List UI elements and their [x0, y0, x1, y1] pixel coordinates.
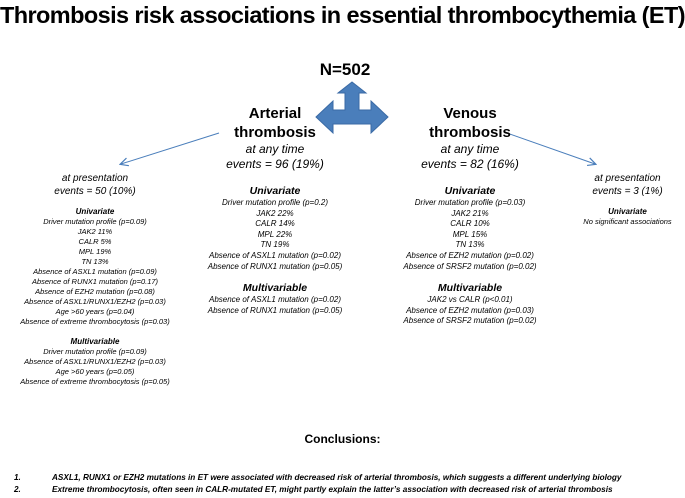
list-item: MPL 19% — [78, 247, 112, 256]
arterial-anytime-results — [195, 184, 355, 316]
list-item: Absence of EZH2 mutation (p=0.03) — [406, 305, 534, 315]
venous-multivariable-heading: Multivariable — [437, 282, 503, 295]
conclusion-number: 2. — [14, 485, 21, 494]
list-item: Absence of EZH2 mutation (p=0.02) — [406, 250, 534, 260]
list-item: Absence of ASXL1 mutation (p=0.02) — [208, 250, 341, 260]
list-item: MPL 22% — [257, 229, 293, 239]
list-item: JAK2 11% — [77, 227, 113, 236]
arterial-events: events = 96 (19%) — [226, 157, 324, 171]
conclusion-text: Extreme thrombocytosis, often seen in CALR-mutated ET, might partly explain the latter’s association with decreased risk of arterial thrombosis — [52, 485, 613, 494]
conclusion-item — [14, 473, 621, 482]
arterial-presentation-events: events = 50 (10%) — [54, 186, 136, 197]
list-item: Driver mutation profile (p=0.03) — [414, 198, 526, 207]
list-item: Absence of ASXL1/RUNX1/EZH2 (p=0.03) — [24, 357, 166, 366]
venous-header — [395, 104, 545, 172]
venous-presentation-results — [570, 206, 685, 227]
arterial-univariate-heading: Univariate — [249, 185, 301, 197]
conclusion-text: ASXL1, RUNX1 or EZH2 mutations in ET were associated with decreased risk of arterial thrombosis, which suggests a different underlying biology — [52, 473, 622, 482]
list-item: Absence of RUNX1 mutation (p=0.05) — [207, 305, 343, 315]
list-item: Absence of ASXL1 mutation (p=0.09) — [33, 267, 157, 276]
list-item: Absence of EZH2 mutation (p=0.08) — [35, 287, 155, 296]
list-item: Absence of RUNX1 mutation (p=0.17) — [31, 277, 159, 286]
conclusion-item — [14, 485, 613, 494]
venous-heading-line1: Venous — [443, 105, 497, 122]
venous-timing: at any time — [440, 142, 500, 156]
venous-presentation-timing: at presentation — [594, 173, 661, 184]
list-item: TN 19% — [260, 240, 290, 250]
diagram-title: Thrombosis risk associations in essential thrombocythemia (ET) — [0, 2, 685, 28]
list-item: Absence of ASXL1/RUNX1/EZH2 (p=0.03) — [24, 297, 166, 306]
list-item: MPL 15% — [452, 229, 488, 239]
venous-univariate-heading: Univariate — [444, 185, 496, 197]
list-item: CALR 14% — [255, 219, 295, 229]
arterial-timing: at any time — [245, 142, 305, 156]
arterial-presentation-timing: at presentation — [61, 173, 129, 184]
list-item: No significant associations — [583, 217, 672, 226]
arterial-header — [200, 104, 350, 172]
arterial-presentation-univariate-heading: Univariate — [75, 207, 115, 216]
list-item: Age >60 years (p=0.05) — [55, 367, 135, 376]
list-item: Absence of RUNX1 mutation (p=0.05) — [207, 261, 343, 271]
venous-presentation-univariate-heading: Univariate — [608, 207, 647, 216]
list-item: JAK2 vs CALR (p<0.01) — [427, 295, 513, 305]
conclusion-number: 1. — [14, 473, 21, 482]
arterial-multivariable-heading: Multivariable — [242, 282, 308, 295]
list-item: TN 13% — [455, 240, 485, 250]
arterial-presentation-results — [0, 206, 190, 387]
venous-anytime-results — [390, 184, 550, 327]
list-item: CALR 10% — [450, 219, 490, 229]
venous-presentation-events: events = 3 (1%) — [592, 186, 663, 197]
list-item: Absence of extreme thrombocytosis (p=0.03) — [20, 317, 170, 326]
venous-events: events = 82 (16%) — [421, 157, 519, 171]
list-item: Absence of SRSF2 mutation (p=0.02) — [403, 316, 537, 326]
conclusions-title: Conclusions: — [304, 432, 381, 446]
list-item: Driver mutation profile (p=0.09) — [43, 217, 147, 226]
list-item: Driver mutation profile (p=0.09) — [43, 347, 147, 356]
venous-heading-line2: thrombosis — [429, 124, 511, 141]
arterial-heading-line2: thrombosis — [234, 124, 316, 141]
list-item: JAK2 21% — [451, 208, 489, 218]
list-item: Age >60 years (p=0.04) — [55, 307, 135, 316]
list-item: Driver mutation profile (p=0.2) — [221, 198, 329, 207]
arterial-presentation-header — [0, 172, 190, 198]
venous-presentation-header — [570, 172, 685, 198]
list-item: TN 13% — [81, 257, 109, 266]
list-item: CALR 5% — [78, 237, 112, 246]
arterial-presentation-multivariable-heading: Multivariable — [70, 337, 120, 346]
list-item: Absence of extreme thrombocytosis (p=0.05) — [20, 377, 170, 386]
list-item: Absence of ASXL1 mutation (p=0.02) — [208, 295, 341, 305]
list-item: JAK2 22% — [256, 208, 294, 218]
list-item: Absence of SRSF2 mutation (p=0.02) — [403, 261, 537, 271]
total-n-label: N=502 — [319, 60, 371, 79]
arterial-heading-line1: Arterial — [248, 105, 302, 122]
